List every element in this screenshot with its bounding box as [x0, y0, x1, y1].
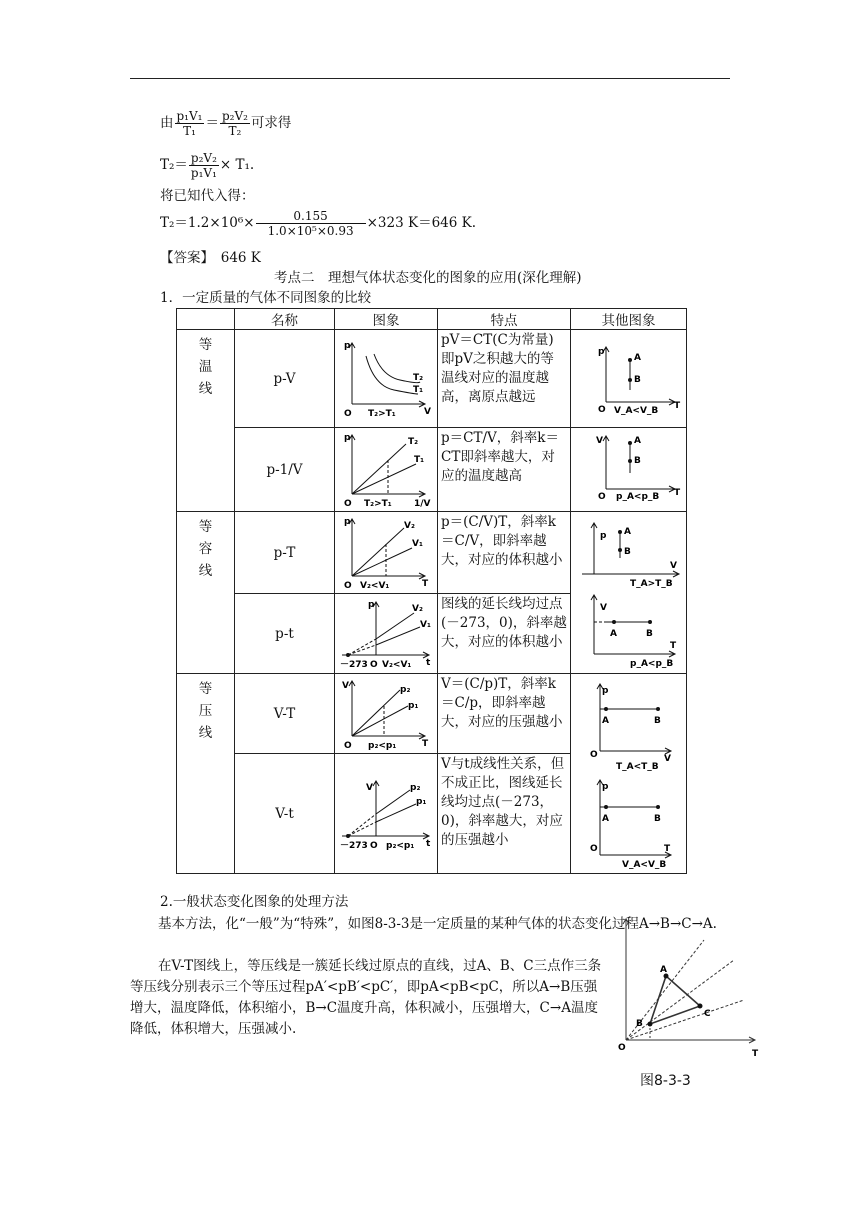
other-graph-cell [571, 330, 687, 428]
p-inverseV-graph [338, 430, 434, 510]
subsection-1-title: 1．一定质量的气体不同图象的比较 [160, 290, 372, 306]
condition-label: V₂<V₁ [382, 659, 412, 670]
graph-name: p-T [235, 512, 335, 594]
paragraph-2: 在V-T图线上，等压线是一簇延长线过原点的直线，过A、B、C三点作三条等压线分别表示三个等压过程pA′<pB′<pC′，即pA<pB<pC，所以A→B压强增大，温度降低，体积缩小，B→C温度升高，体积减小，压强增大，C→A温度降低，体积增大，压强减小. [130, 958, 602, 1037]
line-label: V₁ [412, 538, 423, 549]
origin-label: O [344, 408, 352, 419]
axis-label: V [595, 435, 603, 446]
point-label: B [653, 813, 661, 824]
pV-isotherm-graph [338, 338, 434, 420]
category-isothermal: 等温线 [177, 330, 235, 512]
pt-isochore-graph [338, 597, 434, 671]
graph-cell [335, 674, 438, 754]
axis-label: V [366, 782, 373, 793]
axis-label: T [669, 640, 676, 651]
point-label: A [633, 352, 641, 363]
derivation-line-4: T₂＝1.2×10⁶× $\frac{0.155}{\text{1.0×10⁵×0.93}}$ ×323 K＝646 K. [160, 209, 477, 238]
intercept-label: －273 [340, 840, 368, 851]
graph-name: p-V [235, 330, 335, 428]
axis-label: p [597, 346, 604, 357]
condition-label: T₂>T₁ [368, 408, 396, 419]
condition-label: p₂<p₁ [368, 740, 397, 751]
origin-label: O [344, 580, 352, 591]
line-label: p₁ [416, 796, 427, 807]
figure-caption: 图8-3-3 [640, 1073, 691, 1089]
table-row [177, 330, 687, 428]
feature-text: V与t成线性关系，但不成正比，图线延长线均过点(－273，0)，斜率越大，对应的压强越小 [438, 754, 571, 874]
other-graph-cell [571, 674, 687, 874]
origin-label: O [589, 749, 598, 760]
point-label: A [660, 965, 667, 975]
fraction: $\frac{\text{p₂V₂}}{\text{T₂}}$ [221, 109, 248, 138]
feature-text: p＝(C/V)T，斜率k＝C/V，即斜率越大，对应的体积越小 [438, 512, 571, 594]
point-label: A [601, 813, 609, 824]
point-label: A [633, 435, 641, 446]
answer-label: 【答案】 [160, 250, 208, 266]
figure-8-3-3 [614, 910, 764, 1090]
fraction: $\frac{\text{p₂V₂}}{\text{p₁V₁}}$ [190, 151, 217, 180]
axis-label: V [663, 753, 671, 764]
other-graph-pT [574, 342, 684, 416]
condition-label: V₂<V₁ [360, 580, 390, 591]
origin-label: O [597, 491, 606, 502]
axis-label: p [599, 530, 606, 541]
condition-label: T_A>T_B [629, 578, 673, 589]
axis-label: T [673, 487, 680, 498]
section-title: 考点二 理想气体状态变化的图象的应用(深化理解) [274, 270, 582, 286]
point-label: B [633, 455, 641, 466]
point-label: C [704, 1009, 711, 1019]
axis-label: T [673, 400, 680, 411]
point-label: B [623, 546, 631, 557]
condition-label: T_A<T_B [615, 761, 659, 772]
feature-text: V＝(C/p)T，斜率k＝C/p，即斜率越大，对应的压强越小 [438, 674, 571, 754]
graph-name: p-1/V [235, 428, 335, 512]
graph-name: V-T [235, 674, 335, 754]
axis-label: V [424, 406, 431, 417]
axis-label: p [601, 685, 608, 696]
derivation-line-2: T₂＝ $\frac{\text{p₂V₂}}{\text{p₁V₁}}$ × T₁. [160, 151, 255, 180]
table-row [177, 674, 687, 754]
origin-label: O [344, 498, 352, 509]
graph-cell [335, 512, 438, 594]
origin-label: O [597, 404, 606, 415]
graph-cell [335, 330, 438, 428]
table-header: 名称 [235, 309, 335, 330]
origin-label: O [344, 740, 352, 751]
Vt-isobar-graph [338, 776, 434, 852]
line-label: V₂ [404, 520, 415, 531]
derivation-line-1: 由 $\frac{\text{p₁V₁}}{\text{T₁}}$ ＝ $\frac{\text{p₂V₂}}{\text{T₂}}$ 可求得 [160, 109, 292, 138]
feature-text: 图线的延长线均过点(－273，0)，斜率越大，对应的体积越小 [438, 594, 571, 674]
answer-value: 646 K [220, 250, 261, 266]
table-row [177, 512, 687, 594]
axis-label: V [669, 560, 677, 571]
line-label: V₂ [412, 603, 423, 614]
axis-label: T [752, 1049, 759, 1059]
pT-isochore-graph [338, 514, 434, 592]
table-row [177, 428, 687, 512]
subsection-2-title: 2.一般状态变化图象的处理方法 [160, 894, 349, 910]
feature-text: p＝CT/V，斜率k＝CT即斜率越大，对应的温度越高 [438, 428, 571, 512]
table-header: 特点 [438, 309, 571, 330]
line-label: T₁ [414, 454, 425, 465]
graph-cell [335, 428, 438, 512]
point-label: B [636, 1019, 643, 1029]
origin-label: O [370, 840, 378, 851]
axis-label: p [344, 516, 351, 527]
axis-label: 1/V [414, 498, 431, 509]
intercept-label: －273 [340, 659, 368, 670]
point-label: B [645, 628, 653, 639]
graph-name: V-t [235, 754, 335, 874]
graph-cell [335, 594, 438, 674]
line-label: p₂ [410, 782, 421, 793]
axis-label: T [422, 738, 429, 749]
feature-text: pV＝CT(C为常量)即pV之积越大的等温线对应的温度越高，离原点越远 [438, 330, 571, 428]
point-label: B [653, 715, 661, 726]
fraction: $\frac{\text{p₁V₁}}{\text{T₁}}$ [176, 109, 203, 138]
other-graph-isochoric [574, 518, 684, 668]
line-label: p₂ [400, 684, 411, 695]
other-graph-isobaric [574, 679, 684, 869]
curve-label: T₁ [413, 384, 424, 395]
line-label: p₁ [408, 700, 419, 711]
origin-label: O [618, 1043, 626, 1053]
graph-name: p-t [235, 594, 335, 674]
condition-label: p₂<p₁ [386, 840, 415, 851]
VT-isobar-graph [338, 676, 434, 752]
derivation-line-3: 将已知代入得： [160, 188, 255, 204]
axis-label: p [344, 432, 351, 443]
curve-label: T₂ [413, 372, 424, 383]
fraction: $\frac{0.155}{\text{1.0×10⁵×0.93}}$ [256, 210, 366, 237]
axis-label: p [344, 340, 351, 351]
axis-label: p [368, 599, 375, 610]
condition-label: V_A<V_B [613, 405, 658, 416]
condition-label: T₂>T₁ [364, 498, 392, 509]
axis-label: t [426, 838, 431, 849]
condition-label: V_A<V_B [621, 859, 666, 869]
origin-label: O [370, 659, 378, 670]
graph-cell [335, 754, 438, 874]
point-label: A [623, 526, 631, 537]
category-isochoric: 等容线 [177, 512, 235, 674]
axis-label: T [663, 843, 670, 854]
category-isobaric: 等压线 [177, 674, 235, 874]
table-header-blank [177, 309, 235, 330]
table-header: 图象 [335, 309, 438, 330]
axis-label: T [422, 578, 429, 589]
table-header-row [177, 309, 687, 330]
paragraph-1: 基本方法，化“一般”为“特殊”，如图8-3-3是一定质量的某种气体的状态变化过程A→B→C→A. [158, 916, 717, 932]
table-header: 其他图象 [571, 309, 687, 330]
other-graph-cell [571, 428, 687, 512]
axis-label: V [342, 680, 349, 691]
condition-label: p_A<p_B [615, 491, 659, 502]
point-label: A [609, 628, 617, 639]
other-graph-VT [574, 433, 684, 507]
axis-label: p [601, 781, 608, 792]
answer-line [160, 252, 261, 266]
line-label: T₂ [408, 436, 419, 447]
line-label: V₁ [420, 619, 431, 630]
point-label: B [633, 374, 641, 385]
condition-label: p_A<p_B [629, 658, 673, 668]
origin-label: O [589, 843, 598, 854]
VT-state-diagram [614, 910, 764, 1070]
point-label: A [601, 715, 609, 726]
other-graph-cell [571, 512, 687, 674]
comparison-table [176, 308, 687, 874]
header-rule [130, 78, 730, 79]
axis-label: V [599, 602, 607, 613]
axis-label: t [426, 657, 431, 668]
